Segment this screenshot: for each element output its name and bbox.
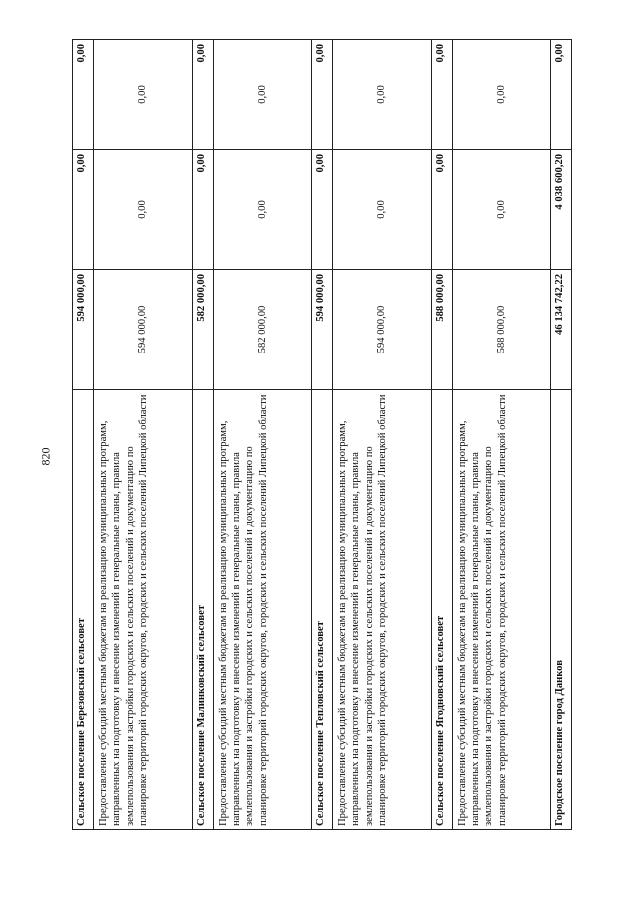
row-name: Сельское поселение Ягодновский сельсовет bbox=[431, 390, 452, 830]
table-row bbox=[73, 40, 94, 830]
row-col2: 4 038 600,20 bbox=[551, 150, 572, 270]
row-col3: 0,00 bbox=[551, 40, 572, 150]
row-name: Сельское поселение Березовский сельсовет bbox=[73, 390, 94, 830]
row-name: Сельское поселение Малинковский сельсовет bbox=[192, 390, 213, 830]
row-col3: 0,00 bbox=[431, 40, 452, 150]
row-col3: 0,00 bbox=[333, 40, 432, 150]
row-col1: 594 000,00 bbox=[94, 270, 193, 390]
row-name: Сельское поселение Тепловский сельсовет bbox=[312, 390, 333, 830]
row-col1: 594 000,00 bbox=[333, 270, 432, 390]
row-col1: 588 000,00 bbox=[452, 270, 551, 390]
row-col3: 0,00 bbox=[73, 40, 94, 150]
row-col3: 0,00 bbox=[192, 40, 213, 150]
row-name: Предоставление субсидий местным бюджетам на реализацию муниципальных программ, направленных на подготовку и внесение изменений в генеральные планы, правила землепользования и застройки городских и сельских поселений и документацию по планировке территорий городских округов, городских и сельских поселений Липецкой области bbox=[333, 390, 432, 830]
row-col1: 46 134 742,22 bbox=[551, 270, 572, 390]
row-col2: 0,00 bbox=[192, 150, 213, 270]
budget-table bbox=[72, 39, 572, 830]
row-col3: 0,00 bbox=[312, 40, 333, 150]
row-col1: 582 000,00 bbox=[192, 270, 213, 390]
table-row bbox=[551, 40, 572, 830]
row-col3: 0,00 bbox=[94, 40, 193, 150]
table-row bbox=[192, 40, 213, 830]
row-col2: 0,00 bbox=[333, 150, 432, 270]
row-col1: 594 000,00 bbox=[73, 270, 94, 390]
table-row bbox=[333, 40, 432, 830]
table-row bbox=[431, 40, 452, 830]
row-col1: 588 000,00 bbox=[431, 270, 452, 390]
row-col3: 0,00 bbox=[213, 40, 312, 150]
row-col1: 594 000,00 bbox=[312, 270, 333, 390]
row-name: Предоставление субсидий местным бюджетам на реализацию муниципальных программ, направленных на подготовку и внесение изменений в генеральные планы, правила землепользования и застройки городских и сельских поселений и документацию по планировке территорий городских округов, городских и сельских поселений Липецкой области bbox=[452, 390, 551, 830]
row-col2: 0,00 bbox=[213, 150, 312, 270]
row-col2: 0,00 bbox=[312, 150, 333, 270]
table-row bbox=[452, 40, 551, 830]
row-name: Городское поселение город Данков bbox=[551, 390, 572, 830]
row-col2: 0,00 bbox=[94, 150, 193, 270]
table-row bbox=[213, 40, 312, 830]
table-row bbox=[312, 40, 333, 830]
row-col2: 0,00 bbox=[452, 150, 551, 270]
page-number: 820 bbox=[38, 447, 53, 466]
row-col3: 0,00 bbox=[452, 40, 551, 150]
row-name: Предоставление субсидий местным бюджетам на реализацию муниципальных программ, направленных на подготовку и внесение изменений в генеральные планы, правила землепользования и застройки городских и сельских поселений и документацию по планировке территорий городских округов, городских и сельских поселений Липецкой области bbox=[94, 390, 193, 830]
row-name: Предоставление субсидий местным бюджетам на реализацию муниципальных программ, направленных на подготовку и внесение изменений в генеральные планы, правила землепользования и застройки городских и сельских поселений и документацию по планировке территорий городских округов, городских и сельских поселений Липецкой области bbox=[213, 390, 312, 830]
rotated-table-container bbox=[72, 40, 572, 830]
row-col1: 582 000,00 bbox=[213, 270, 312, 390]
table-row bbox=[94, 40, 193, 830]
row-col2: 0,00 bbox=[431, 150, 452, 270]
row-col2: 0,00 bbox=[73, 150, 94, 270]
